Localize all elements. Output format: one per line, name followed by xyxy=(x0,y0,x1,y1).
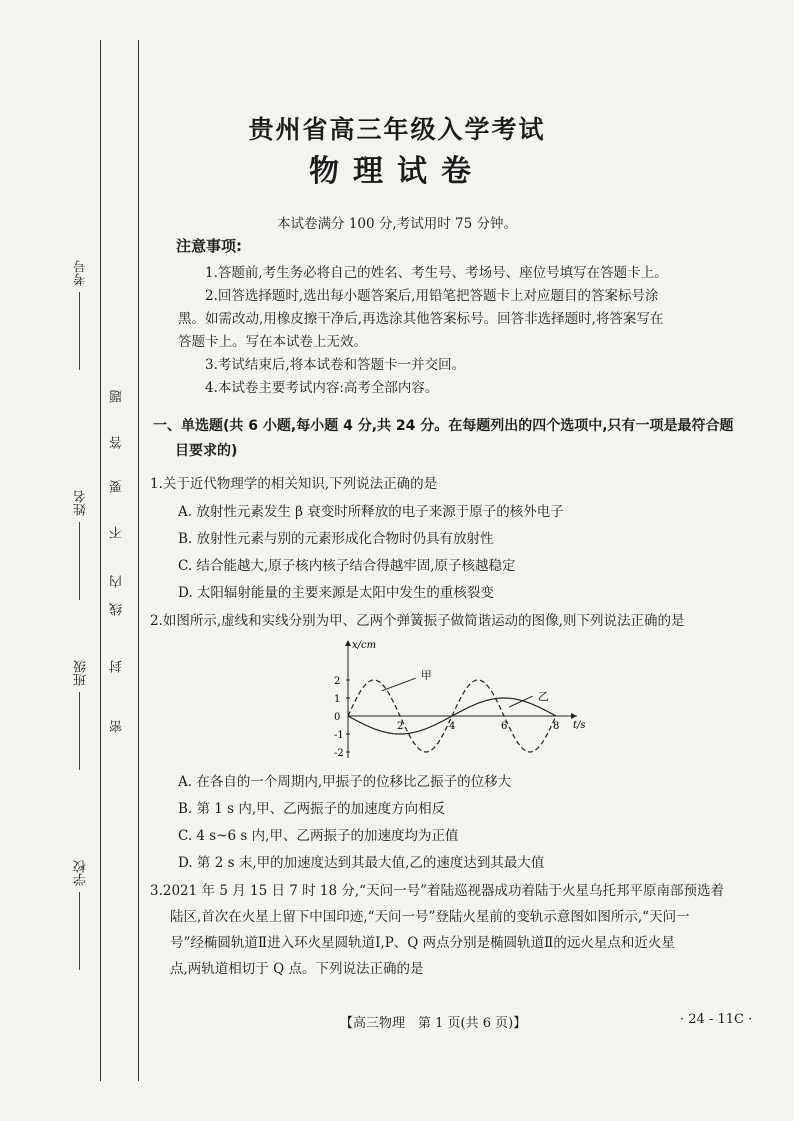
q2-option-b: B. 第 1 s 内,甲、乙两振子的加速度方向相反 xyxy=(178,801,446,817)
label-leader xyxy=(509,696,532,707)
subject-title: 物理试卷 xyxy=(309,154,485,189)
q2-option-a: A. 在各自的一个周期内,甲振子的位移比乙振子的位移大 xyxy=(178,774,512,790)
y-axis-label: x/cm xyxy=(352,640,377,651)
seal-char: 答 xyxy=(110,436,125,449)
question-3-line: 点,两轨道相切于 Q 点。下列说法正确的是 xyxy=(170,961,424,977)
page-label: 【高三物理 第 1 页(共 6 页)】 xyxy=(340,1016,527,1031)
y-tick-label: -1 xyxy=(334,730,344,741)
seal-char: 要 xyxy=(110,480,125,493)
x-axis-arrow xyxy=(571,713,577,719)
note-line: 4.本试卷主要考试内容:高考全部内容。 xyxy=(205,380,439,396)
section-heading-cont: 目要求的) xyxy=(175,443,238,459)
q2-option-c: C. 4 s~6 s 内,甲、乙两振子的加速度均为正值 xyxy=(178,828,459,844)
exam-title: 贵州省高三年级入学考试 xyxy=(248,115,546,144)
q2-graph xyxy=(326,636,586,768)
question-3-line: 号”经椭圆轨道Ⅱ进入环火星圆轨道Ⅰ,P、Q 两点分别是椭圆轨道Ⅱ的远火星点和近火星 xyxy=(170,935,675,951)
seal-char: 不 xyxy=(110,526,125,539)
y-tick-label: 2 xyxy=(334,676,341,687)
note-line: 答题卡上。写在本试卷上无效。 xyxy=(178,334,367,350)
label-leader xyxy=(382,678,416,691)
question-3-line: 陆区,首次在火星上留下中国印迹,“天问一号”登陆火星前的变轨示意图如图所示,“天问一 xyxy=(170,909,690,925)
question-3-line: 3.2021 年 5 月 15 日 7 时 18 分,“天问一号”着陆巡视器成功着陆于火星乌托邦平原南部预选着 xyxy=(150,883,724,899)
field-class xyxy=(70,660,90,770)
y-tick-label: -2 xyxy=(334,748,344,759)
x-tick-label: 6 xyxy=(501,721,508,732)
field-blank xyxy=(79,892,80,970)
seal-char: 线 xyxy=(110,603,125,616)
field-label: 考号 xyxy=(74,260,89,286)
paper-code: · 24 - 11C · xyxy=(680,1012,753,1027)
q2-option-d: D. 第 2 s 末,甲的加速度达到其最大值,乙的速度达到其最大值 xyxy=(178,855,545,871)
binding-line-inner xyxy=(138,40,139,1081)
y-tick-label: 1 xyxy=(334,694,341,705)
section-heading: 一、单选题(共 6 小题,每小题 4 分,共 24 分。在每题列出的四个选项中,只有一项是最符合题 xyxy=(153,418,734,434)
binding-line-outer xyxy=(100,40,101,1081)
note-line: 黑。如需改动,用橡皮擦干净后,再选涂其他答案标号。回答非选择题时,将答案写在 xyxy=(178,311,664,327)
seal-char: 密 xyxy=(110,720,125,733)
note-line: 3.考试结束后,将本试卷和答题卡一并交回。 xyxy=(205,357,466,373)
q1-option-b: B. 放射性元素与别的元素形成化合物时仍具有放射性 xyxy=(178,531,494,547)
field-blank xyxy=(79,692,80,770)
field-school xyxy=(70,860,90,970)
field-label: 班级 xyxy=(74,660,89,686)
seal-char: 内 xyxy=(110,575,125,588)
x-tick-label: 2 xyxy=(397,721,404,732)
series-label-yi: 乙 xyxy=(537,689,549,703)
seal-char: 题 xyxy=(110,390,125,403)
question-1-stem: 1.关于近代物理学的相关知识,下列说法正确的是 xyxy=(150,476,438,492)
note-line: 2.回答选择题时,选出每小题答案后,用铅笔把答题卡上对应题目的答案标号涂 xyxy=(205,288,659,304)
field-blank xyxy=(79,292,80,370)
note-line: 1.答题前,考生务必将自己的姓名、考生号、考场号、座位号填写在答题卡上。 xyxy=(205,265,668,281)
series-label-jia: 甲 xyxy=(420,669,432,683)
field-name xyxy=(70,490,90,600)
q1-option-d: D. 太阳辐射能量的主要来源是太阳中发生的重核裂变 xyxy=(178,585,494,601)
field-blank xyxy=(79,522,80,600)
field-exam-number xyxy=(70,260,90,370)
q1-option-c: C. 结合能越大,原子核内核子结合得越牢固,原子核越稳定 xyxy=(178,558,516,574)
exam-meta: 本试卷满分 100 分,考试用时 75 分钟。 xyxy=(277,216,517,232)
field-label: 学校 xyxy=(74,860,89,886)
x-tick-label: 4 xyxy=(449,721,456,732)
field-label: 姓名 xyxy=(74,490,89,516)
y-tick-label: 0 xyxy=(334,712,341,723)
x-tick-label: 8 xyxy=(553,721,560,732)
q1-option-a: A. 放射性元素发生 β 衰变时所释放的电子来源于原子的核外电子 xyxy=(178,504,564,520)
x-axis-label: t/s xyxy=(573,720,586,731)
notes-heading: 注意事项: xyxy=(176,237,242,255)
seal-char: 封 xyxy=(110,660,125,673)
question-2-stem: 2.如图所示,虚线和实线分别为甲、乙两个弹簧振子做简谐运动的图像,则下列说法正确的是 xyxy=(150,613,685,629)
y-axis-arrow xyxy=(345,640,351,646)
